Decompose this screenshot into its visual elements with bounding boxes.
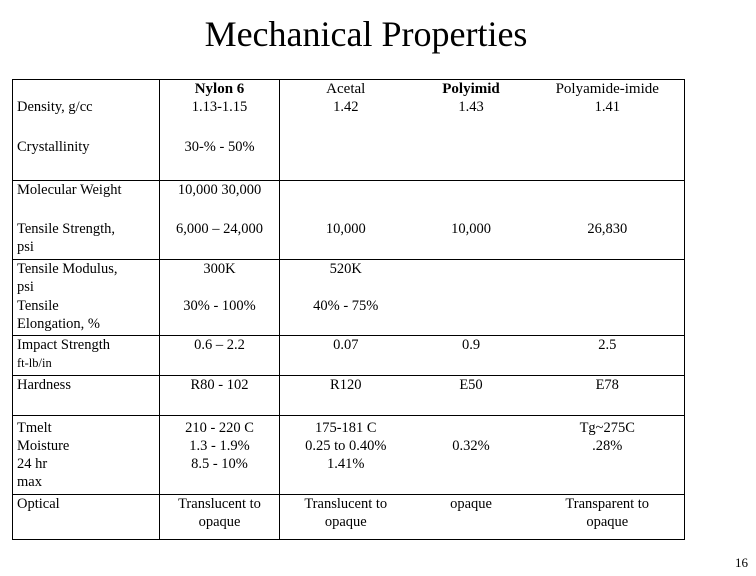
row-tensile-modulus (13, 259, 685, 297)
cell-acetal: 0.07 (280, 335, 412, 375)
cell-polyimid: 0.32% (452, 437, 490, 454)
row-label: Optical (13, 495, 160, 540)
cell-nylon6: 1.3 - 1.9% 8.5 - 10% (160, 437, 280, 495)
row-label: Density, g/cc (13, 98, 160, 138)
cell-polyamide-imide: 1.41 (594, 99, 620, 115)
cell-acetal (280, 138, 412, 180)
row-label: Impact Strength ft-lb/in (13, 335, 160, 375)
cell-polyimid (412, 259, 531, 297)
cell-nylon6: 0.6 – 2.2 (160, 335, 280, 375)
cell-polyamide-imide (531, 180, 685, 220)
cell-polyimid: opaque (412, 495, 531, 540)
cell-polyimid (412, 297, 531, 335)
page-number: 16 (735, 555, 748, 570)
row-label: Molecular Weight (13, 180, 160, 220)
cell-polyamide-imide: 2.5 (531, 335, 685, 375)
cell-nylon6: R80 - 102 (160, 375, 280, 415)
cell-polyimid (412, 180, 531, 220)
row-label: Moisture 24 hr max (13, 437, 160, 495)
header-corner-cell (13, 80, 160, 99)
header-row (13, 80, 685, 99)
cell-polyimid (412, 138, 531, 180)
row-label: Crystallinity (13, 138, 160, 180)
properties-table (12, 79, 685, 540)
cell-polyamide-imide (531, 259, 685, 297)
row-tensile-elongation (13, 297, 685, 335)
cell-acetal: 10,000 (325, 221, 366, 237)
cell-polyamide-imide: Tg~275C (531, 415, 685, 437)
row-label: Tensile Modulus, psi (13, 259, 160, 297)
cell-nylon6: 10,000 30,000 (160, 180, 280, 220)
cell-acetal (280, 180, 412, 220)
header-polyimid: Polyimid (442, 81, 500, 97)
cell-polyimid: E50 (412, 375, 531, 415)
cell-polyimid: 10,000 (451, 221, 491, 237)
cell-polyamide-imide: Transparent to opaque (531, 495, 685, 540)
cell-nylon6: 30% - 100% (160, 297, 280, 335)
cell-polyamide-imide: E78 (531, 375, 685, 415)
cell-acetal: 1.42 (333, 99, 359, 115)
cell-nylon6: 300K (160, 259, 280, 297)
cell-nylon6: 210 - 220 C (160, 415, 280, 437)
row-molecular-weight (13, 180, 685, 220)
row-hardness (13, 375, 685, 415)
row-crystallinity (13, 138, 685, 180)
cell-nylon6: 6,000 – 24,000 (160, 220, 280, 259)
cell-polyamide-imide (531, 138, 685, 180)
cell-polyimid (412, 415, 531, 437)
row-label: Tmelt (13, 415, 160, 437)
header-acetal: Acetal (326, 81, 366, 97)
cell-acetal: R120 (280, 375, 412, 415)
page-title: Mechanical Properties (204, 14, 528, 54)
row-optical (13, 495, 685, 540)
cell-nylon6: Translucent to opaque (160, 495, 280, 540)
cell-polyamide-imide (531, 297, 685, 335)
row-label: Tensile Strength, psi (13, 220, 160, 259)
cell-nylon6: 1.13-1.15 (160, 98, 280, 138)
cell-polyamide-imide: 26,830 (587, 221, 628, 237)
header-polyamide-imide: Polyamide-imide (555, 81, 659, 97)
header-nylon6: Nylon 6 (194, 81, 245, 97)
cell-acetal: 40% - 75% (313, 298, 379, 314)
row-label: Hardness (13, 375, 160, 415)
row-impact-strength (13, 335, 685, 375)
cell-polyamide-imide: .28% (592, 437, 623, 454)
cell-polyimid: 0.9 (412, 335, 531, 375)
cell-acetal: 175-181 C (280, 415, 412, 437)
cell-polyimid: 1.43 (458, 99, 484, 115)
cell-nylon6: 30-% - 50% (160, 138, 280, 180)
cell-acetal: Translucent to opaque (280, 495, 412, 540)
row-moisture (13, 437, 685, 495)
row-label: Tensile Elongation, % (13, 297, 160, 335)
cell-acetal: 0.25 to 0.40% 1.41% (305, 437, 387, 472)
row-tensile-strength (13, 220, 685, 259)
row-density (13, 98, 685, 138)
cell-acetal: 520K (280, 259, 412, 297)
row-tmelt (13, 415, 685, 437)
